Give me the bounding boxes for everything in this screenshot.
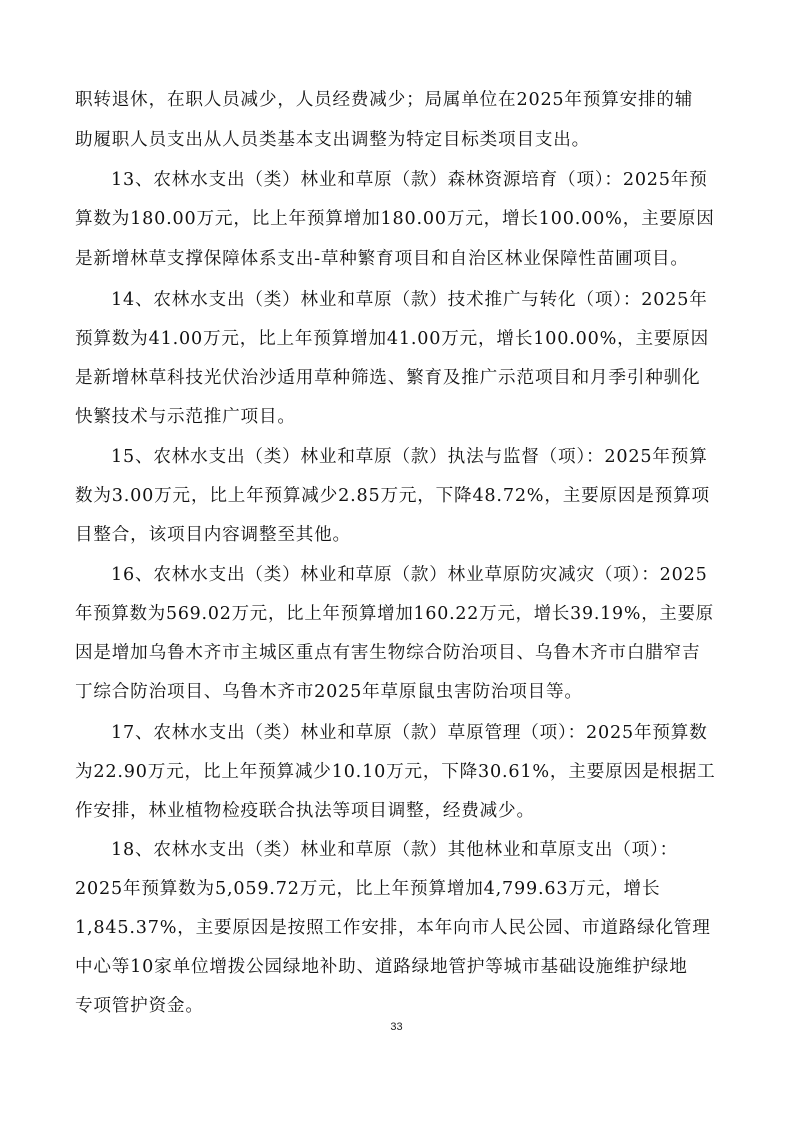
- text-line: 专项管护资金。: [75, 996, 204, 1016]
- text-line: 年预算数为569.02万元，比上年预算增加160.22万元，增长39.19%，主要原: [75, 604, 714, 624]
- page-number: 33: [390, 1021, 403, 1033]
- text-line: 丁综合防治项目、乌鲁木齐市2025年草原鼠虫害防治项目等。: [75, 682, 583, 702]
- text-line: 中心等10家单位增拨公园绿地补助、道路绿地管护等城市基础设施维护绿地: [75, 957, 688, 977]
- text-line: 算数为180.00万元，比上年预算增加180.00万元，增长100.00%，主要原因: [75, 209, 715, 229]
- text-line: 2025年预算数为5,059.72万元，比上年预算增加4,799.63万元，增长: [75, 879, 661, 899]
- text-line: 是新增林草科技光伏治沙适用草种筛选、繁育及推广示范项目和月季引种驯化: [75, 368, 701, 388]
- text-line: 预算数为41.00万元，比上年预算增加41.00万元，增长100.00%，主要原因: [75, 329, 710, 349]
- text-line: 快繁技术与示范推广项目。: [75, 407, 296, 427]
- paragraph-16-line: 16、农林水支出（类）林业和草原（款）林业草原防灾减灾（项）：2025: [111, 565, 708, 585]
- paragraph-13-line: 13、农林水支出（类）林业和草原（款）森林资源培育（项）：2025年预: [111, 170, 708, 190]
- text-line: 数为3.00万元，比上年预算减少2.85万元，下降48.72%，主要原因是预算项: [75, 486, 710, 506]
- paragraph-15-line: 15、农林水支出（类）林业和草原（款）执法与监督（项）：2025年预算: [111, 447, 708, 467]
- text-line: 助履职人员支出从人员类基本支出调整为特定目标类项目支出。: [75, 130, 591, 150]
- text-line: 是新增林草支撑保障体系支出-草种繁育项目和自治区林业保障性苗圃项目。: [75, 249, 689, 269]
- text-line: 为22.90万元，比上年预算减少10.10万元，下降30.61%，主要原因是根据工: [75, 762, 716, 782]
- paragraph-17-line: 17、农林水支出（类）林业和草原（款）草原管理（项）：2025年预算数: [111, 723, 708, 743]
- paragraph-14-line: 14、农林水支出（类）林业和草原（款）技术推广与转化（项）：2025年: [111, 290, 708, 310]
- text-line: 作安排，林业植物检疫联合执法等项目调整，经费减少。: [75, 801, 535, 821]
- text-line: 因是增加乌鲁木齐市主城区重点有害生物综合防治项目、乌鲁木齐市白腊窄吉: [75, 643, 701, 663]
- text-line: 1,845.37%，主要原因是按照工作安排，本年向市人民公园、市道路绿化管理: [75, 918, 711, 938]
- text-line: 目整合，该项目内容调整至其他。: [75, 525, 351, 545]
- paragraph-18-line: 18、农林水支出（类）林业和草原（款）其他林业和草原支出（项）：: [111, 840, 679, 860]
- text-line: 职转退休，在职人员减少，人员经费减少；局属单位在2025年预算安排的辅: [75, 90, 694, 110]
